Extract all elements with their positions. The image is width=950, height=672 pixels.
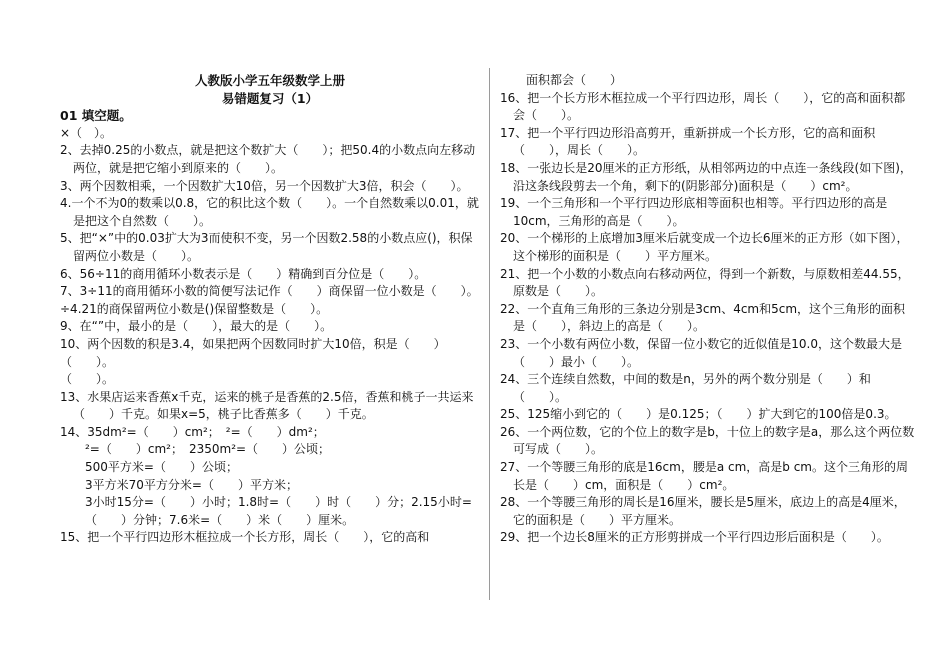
question-item: 2、去掉0.25的小数点，就是把这个数扩大（ ）；把50.4的小数点向左移动两位，就是把它缩小到原来的（ ）。 <box>60 143 476 175</box>
left-column <box>60 72 480 547</box>
question-item: 23、一个小数有两位小数，保留一位小数它的近似值是10.0，这个数最大是（ ）最小（ ）。 <box>500 336 902 369</box>
question-item: 9、在“”中，最小的是（ ），最大的是（ ）。 <box>60 319 333 334</box>
question-item: 28、一个等腰三角形的周长是16厘米，腰长是5厘米，底边上的高是4厘米，它的面积是（ ）平方厘米。 <box>500 495 906 527</box>
question-item: 3小时15分=（ ）小时；1.8时=（ ）时（ ）分；2.15小时=（ ）分钟；7.6米=（ ）米（ ）厘米。 <box>85 495 472 527</box>
right-column <box>500 72 916 547</box>
worksheet-subtitle: 易错题复习（1） <box>221 90 319 106</box>
column-divider <box>489 68 490 600</box>
question-item: 16、把一个长方形木框拉成一个平行四边形，周长（ ），它的高和面积都会（ ）。 <box>500 90 906 123</box>
question-item: 3平方米70平方分米=（ ）平方米； <box>85 477 298 492</box>
question-item: 6、56÷11的商用循环小数表示是（ ）精确到百分位是（ ）。 <box>60 266 427 281</box>
question-item: 面积都会（ ） <box>526 73 623 87</box>
question-item: 13、水果店运来香蕉x千克，运来的桃子是香蕉的2.5倍，香蕉和桃子一共运来（ ）千克。如果x=5，桃子比香蕉多（ ）千克。 <box>60 389 474 422</box>
section-heading: 01 填空题。 <box>60 108 132 124</box>
question-item: 25、125缩小到它的（ ）是0.125；（ ）扩大到它的100倍是0.3。 <box>500 407 897 422</box>
question-item: 14、35dm²=（ ）cm²； ²=（ ）dm²； <box>60 424 325 439</box>
question-item: 26、一个两位数，它的个位上的数字是b，十位上的数字是a，那么这个两位数可写成（ ）。 <box>500 424 915 457</box>
question-item: 18、一张边长是20厘米的正方形纸，从相邻两边的中点连一条线段(如下图)，沿这条线段剪去一个角，剩下的(阴影部分)面积是（ ）cm²。 <box>500 160 912 193</box>
question-item: 15、把一个平行四边形木框拉成一个长方形，周长（ ），它的高和 <box>60 530 430 545</box>
question-item: 10、两个因数的积是3.4，如果把两个因数同时扩大10倍，积是（ ） <box>60 336 446 351</box>
question-item: 21、把一个小数的小数点向右移动两位，得到一个新数，与原数相差44.55，原数是（ ）。 <box>500 266 910 299</box>
question-item: （ ）。 <box>60 354 115 369</box>
question-item: 29、把一个边长8厘米的正方形剪拼成一个平行四边形后面积是（ ）。 <box>500 530 889 545</box>
question-item: 22、一个直角三角形的三条边分别是3cm、4cm和5cm，这个三角形的面积是（ ），斜边上的高是（ ）。 <box>500 301 906 334</box>
question-item: 17、把一个平行四边形沿高剪开，重新拼成一个长方形，它的高和面积（ ），周长（ ）。 <box>500 125 876 158</box>
question-item: 4.一个不为0的数乘以0.8，它的积比这个数（ ）。一个自然数乘以0.01，就是把这个自然数（ ）。 <box>60 196 479 228</box>
question-item: ²=（ ）cm²； 2350m²=（ ）公顷； <box>85 442 331 457</box>
question-item: 5、把“×”中的0.03扩大为3而使积不变，另一个因数2.58的小数点应()，积保留两位小数是（ ）。 <box>60 231 473 263</box>
question-item: （ ）。 <box>60 372 115 387</box>
right-question-list <box>500 72 916 547</box>
question-item: 500平方米=（ ）公顷； <box>85 460 238 475</box>
worksheet-title: 人教版小学五年级数学上册 <box>194 73 345 88</box>
question-item: ÷4.21的商保留两位小数是()保留整数是（ ）。 <box>60 301 329 316</box>
left-question-list <box>60 125 480 547</box>
question-item: ×（ ）。 <box>60 125 113 140</box>
question-item: 19、一个三角形和一个平行四边形底相等面积也相等。平行四边形的高是10cm，三角形的高是（ ）。 <box>500 196 888 228</box>
question-item: 24、三个连续自然数，中间的数是n，另外的两个数分别是（ ）和（ ）。 <box>500 372 871 404</box>
question-item: 3、两个因数相乘，一个因数扩大10倍，另一个因数扩大3倍，积会（ ）。 <box>60 178 469 193</box>
question-item: 27、一个等腰三角形的底是16cm，腰是a cm，高是b cm。这个三角形的周长是（ ）cm，面积是（ ）cm²。 <box>500 460 909 492</box>
question-item: 20、一个梯形的上底增加3厘米后就变成一个边长6厘米的正方形（如下图），这个梯形的面积是（ ）平方厘米。 <box>500 231 909 263</box>
question-item: 7、3÷11的商用循环小数的简便写法记作（ ）商保留一位小数是（ ）。 <box>60 284 479 299</box>
